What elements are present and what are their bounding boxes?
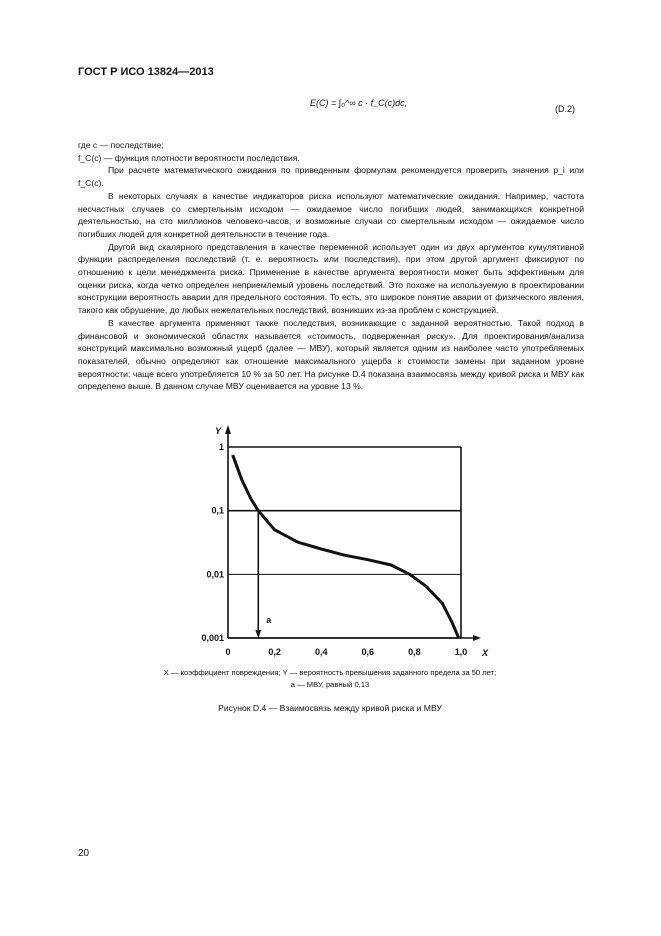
- x-tick-label: 0,6: [361, 647, 375, 657]
- document-header: ГОСТ Р ИСО 13824—2013: [78, 66, 214, 78]
- x-tick-label: 0,4: [314, 647, 328, 657]
- y-tick-label: 0,01: [206, 569, 224, 580]
- y-tick-label: 0,001: [201, 633, 224, 643]
- equation: E(C) = ∫₀^∞ c · f_C(c)dc,: [310, 98, 408, 108]
- x-tick-label: 0,8: [408, 647, 421, 657]
- annotation-label: a: [266, 615, 272, 625]
- paragraph: В качестве аргумента применяют также последствия, возникающие с заданной вероятностью. Такой подход в финансовой и экономической областях называется «стоимость, подверженная риску». Для проектирования/анализа конструкций максимально возможный ущерб (далее — МВУ), который является одним из наиболее часто употребляемых показателей, обычно определяют как отношение максимального ущерба к стоимости замены при заданном уровне вероятности: чаще всего употребляется 10 % за 50 лет. На рисунке D.4 показана взаимосвязь между кривой риска и МВУ как определено выше. В данном случае МВУ оценивается на уровне 13 %.: [78, 317, 584, 392]
- equation-number: (D.2): [555, 104, 575, 114]
- page-number: 20: [78, 848, 90, 859]
- y-axis-arrow: [225, 425, 231, 434]
- paragraph: Другой вид скалярного представления в качестве переменной использует один из двух аргументов кумулятивной функции распределения последствий (т. е. вероятность или последствия), при этом другой аргумент фиксируют по отношению к цели менеджмента риска. Применение в качестве аргумента вероятности может быть эффективным для оценки риска, когда четко определен неприемлемый уровень последствий. Это похоже на используемую в проектировании конструкции вероятность аварии для предельного состояния. То есть, это широкое понятие аварии от физического явления, такого как обрушение, до любых нежелательных последствий, возникших из-за проблем с конструкцией.: [78, 241, 584, 316]
- figure-caption: Рисунок D.4 — Взаимосвязь между кривой риска и МВУ: [218, 703, 442, 713]
- figure-legend-line-2: a — МВУ, равный 0,13: [290, 680, 370, 689]
- y-tick-label: 0,1: [211, 505, 224, 516]
- paragraph: При расчете математического ожидания по приведенным формулам рекомендуется проверить значения p_i или f_C(c).: [78, 165, 584, 189]
- paragraph: В некоторых случаях в качестве индикаторов риска используют математические ожидания. Например, частота несчастных случаев со смертельным исходом — ожидаемое число погибших людей, занимающихся конкретной деятельностью, на сто миллионов человеко-часов, и возможные случаи со смертельным исходом — ожидаемое число погибших людей для конкретной деятельности в течение года.: [78, 190, 584, 239]
- y-tick-label: 1: [218, 442, 224, 452]
- paragraph: где c — последствие;: [78, 140, 164, 150]
- x-axis-label: X: [482, 648, 489, 658]
- risk-curve: [233, 455, 459, 638]
- y-axis-label: Y: [215, 426, 222, 436]
- x-tick-label: 1,0: [454, 647, 468, 657]
- x-axis-arrow: [473, 635, 481, 641]
- mvu-arrow-head: [255, 630, 261, 638]
- x-tick-label: 0: [225, 647, 231, 657]
- paragraph: f_C(c) — функция плотности вероятности последствия.: [78, 152, 300, 163]
- figure-legend-line-1: X — коэффициент повреждения; Y — вероятность превышения заданного предела за 50 лет;: [163, 668, 497, 677]
- x-tick-label: 0,2: [268, 647, 281, 657]
